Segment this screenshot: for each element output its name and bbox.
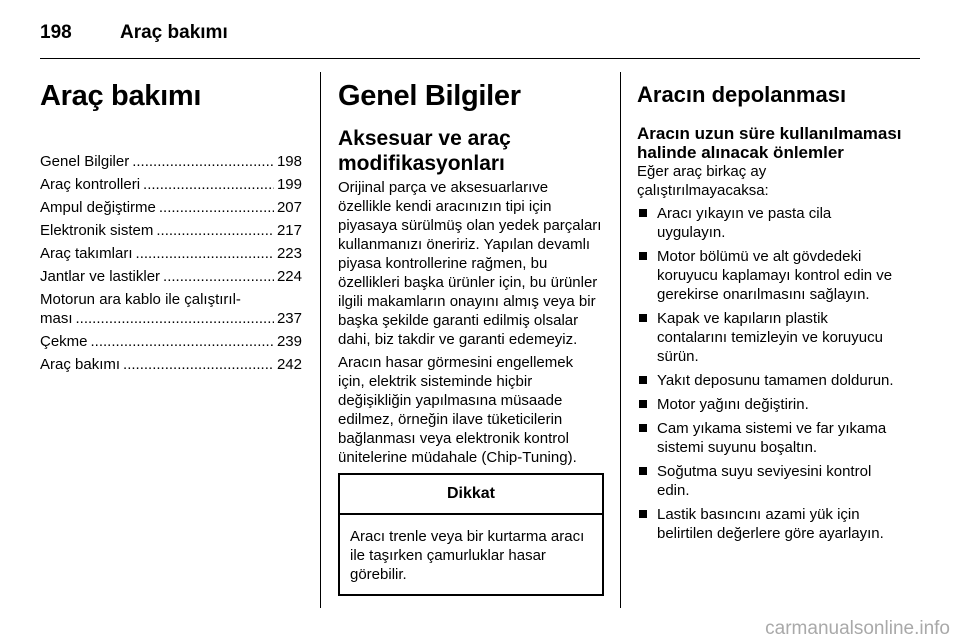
paragraph: Aracın hasar görmesini engellemek için, elektrik sisteminde hiçbir değişikliğin yapılmasına müsaade edilmez, örneğin ilave tüketicilerin bağlanması veya elektronik kontrol ünitelerine müdahale (Chip-Tuning).: [338, 354, 577, 466]
list-item: [637, 395, 902, 414]
toc-page: 224: [276, 268, 302, 285]
toc-label: Motorun ara kablo ile çalıştırıl-: [40, 291, 241, 308]
list-item: [637, 505, 902, 543]
list-item-text: Soğutma suyu seviyesini kontrol edin.: [657, 463, 872, 499]
toc-entry[interactable]: [40, 152, 302, 171]
caution-box: [338, 473, 604, 596]
general-info-column: [338, 70, 603, 596]
toc-leader: [132, 152, 274, 171]
caution-text: Aracı trenle veya bir kurtarma aracı ile taşırken çamurluklar hasar görebilir.: [350, 528, 585, 583]
page-number: 198: [40, 22, 72, 43]
bullet-square-icon: [639, 314, 647, 322]
list-item: [637, 419, 902, 457]
list-item-text: Kapak ve kapıların plastik contalarını temizleyin ve koruyucu sürün.: [657, 310, 883, 365]
toc-leader: [136, 244, 274, 263]
toc-entry[interactable]: [40, 332, 302, 351]
bullet-square-icon: [639, 376, 647, 384]
subsection-title: Aksesuar ve araç modifikasyonları: [338, 127, 511, 175]
toc-entry[interactable]: [40, 198, 302, 217]
intro-text: Eğer araç birkaç ay çalıştırılmayacaksa:: [637, 163, 769, 199]
bullet-square-icon: [639, 400, 647, 408]
toc-entry[interactable]: [40, 221, 302, 240]
section-title: Genel Bilgiler: [338, 80, 521, 112]
bullet-square-icon: [639, 510, 647, 518]
toc-page: 198: [276, 153, 302, 170]
toc-leader: [91, 332, 274, 351]
toc-label-continued: ması: [40, 310, 73, 327]
toc-label: Araç kontrolleri: [40, 176, 141, 193]
toc-entry[interactable]: [40, 290, 302, 328]
toc-label: Elektronik sistem: [40, 222, 154, 239]
bullet-square-icon: [639, 209, 647, 217]
toc-page: 199: [276, 176, 302, 193]
chapter-column: [40, 70, 302, 378]
toc-entry[interactable]: [40, 244, 302, 263]
toc-page: 242: [276, 356, 302, 373]
toc-page: 237: [276, 310, 302, 327]
column-divider: [620, 72, 621, 608]
list-item-text: Cam yıkama sistemi ve far yıkama sistemi suyunu boşaltın.: [657, 420, 887, 456]
toc-label: Çekme: [40, 333, 88, 350]
toc-entry[interactable]: [40, 267, 302, 286]
storage-checklist: [637, 204, 902, 543]
toc-page: 207: [276, 199, 302, 216]
bullet-square-icon: [639, 252, 647, 260]
caution-heading: Dikkat: [340, 475, 602, 515]
toc-leader: [159, 198, 274, 217]
list-item-text: Aracı yıkayın ve pasta cila uygulayın.: [657, 205, 832, 241]
toc-leader: [123, 355, 274, 374]
toc-label: Ampul değiştirme: [40, 199, 156, 216]
bullet-square-icon: [639, 424, 647, 432]
page-header: [40, 16, 920, 59]
list-item: [637, 371, 902, 390]
list-item: [637, 247, 902, 304]
toc-leader: [163, 267, 274, 286]
list-item-text: Motor yağını değiştirin.: [657, 396, 809, 413]
list-item: [637, 462, 902, 500]
chapter-title: Araç bakımı: [40, 80, 202, 112]
subsection-title: Aracın uzun süre kullanılmaması halinde alınacak önlemler: [637, 124, 902, 162]
list-item: [637, 204, 902, 242]
toc-leader: [76, 309, 274, 328]
column-divider: [320, 72, 321, 608]
toc-label: Jantlar ve lastikler: [40, 268, 161, 285]
toc-entry[interactable]: [40, 175, 302, 194]
toc-entry[interactable]: [40, 355, 302, 374]
list-item-text: Lastik basıncını azami yük için belirtilen değerlere göre ayarlayın.: [657, 506, 884, 542]
section-title: Aracın depolanması: [637, 82, 847, 107]
toc-page: 217: [276, 222, 302, 239]
toc-label: Araç takımları: [40, 245, 133, 262]
watermark: carmanualsonline.info: [765, 618, 950, 639]
bullet-square-icon: [639, 467, 647, 475]
toc-label: Araç bakımı: [40, 356, 121, 373]
paragraph: Orijinal parça ve aksesuarlarıve özellikle kendi aracınızın tipi için piyasaya sürülmüş olan yedek parçaları kullanmanızı öneririz. Yapılan devamlı piyasa kontrollerine rağmen, bu özellikleri başka ürünler için, bu ürünler ilgili makamların onayını almış veya bir başka şekilde garanti edilmiş olsalar dahi, biz takdir ve garanti edemeyiz.: [338, 179, 602, 348]
list-item-text: Yakıt deposunu tamamen doldurun.: [657, 372, 894, 389]
list-item: [637, 309, 902, 366]
toc-label: Genel Bilgiler: [40, 153, 130, 170]
storage-column: [637, 70, 902, 548]
toc-page: 239: [276, 333, 302, 350]
table-of-contents: [40, 152, 302, 374]
toc-leader: [143, 175, 274, 194]
toc-page: 223: [276, 245, 302, 262]
running-title: Araç bakımı: [120, 22, 228, 43]
list-item-text: Motor bölümü ve alt gövdedeki koruyucu kaplamayı kontrol edin ve gerekirse onarılmasını sağlayın.: [657, 248, 893, 303]
toc-leader: [156, 221, 274, 240]
